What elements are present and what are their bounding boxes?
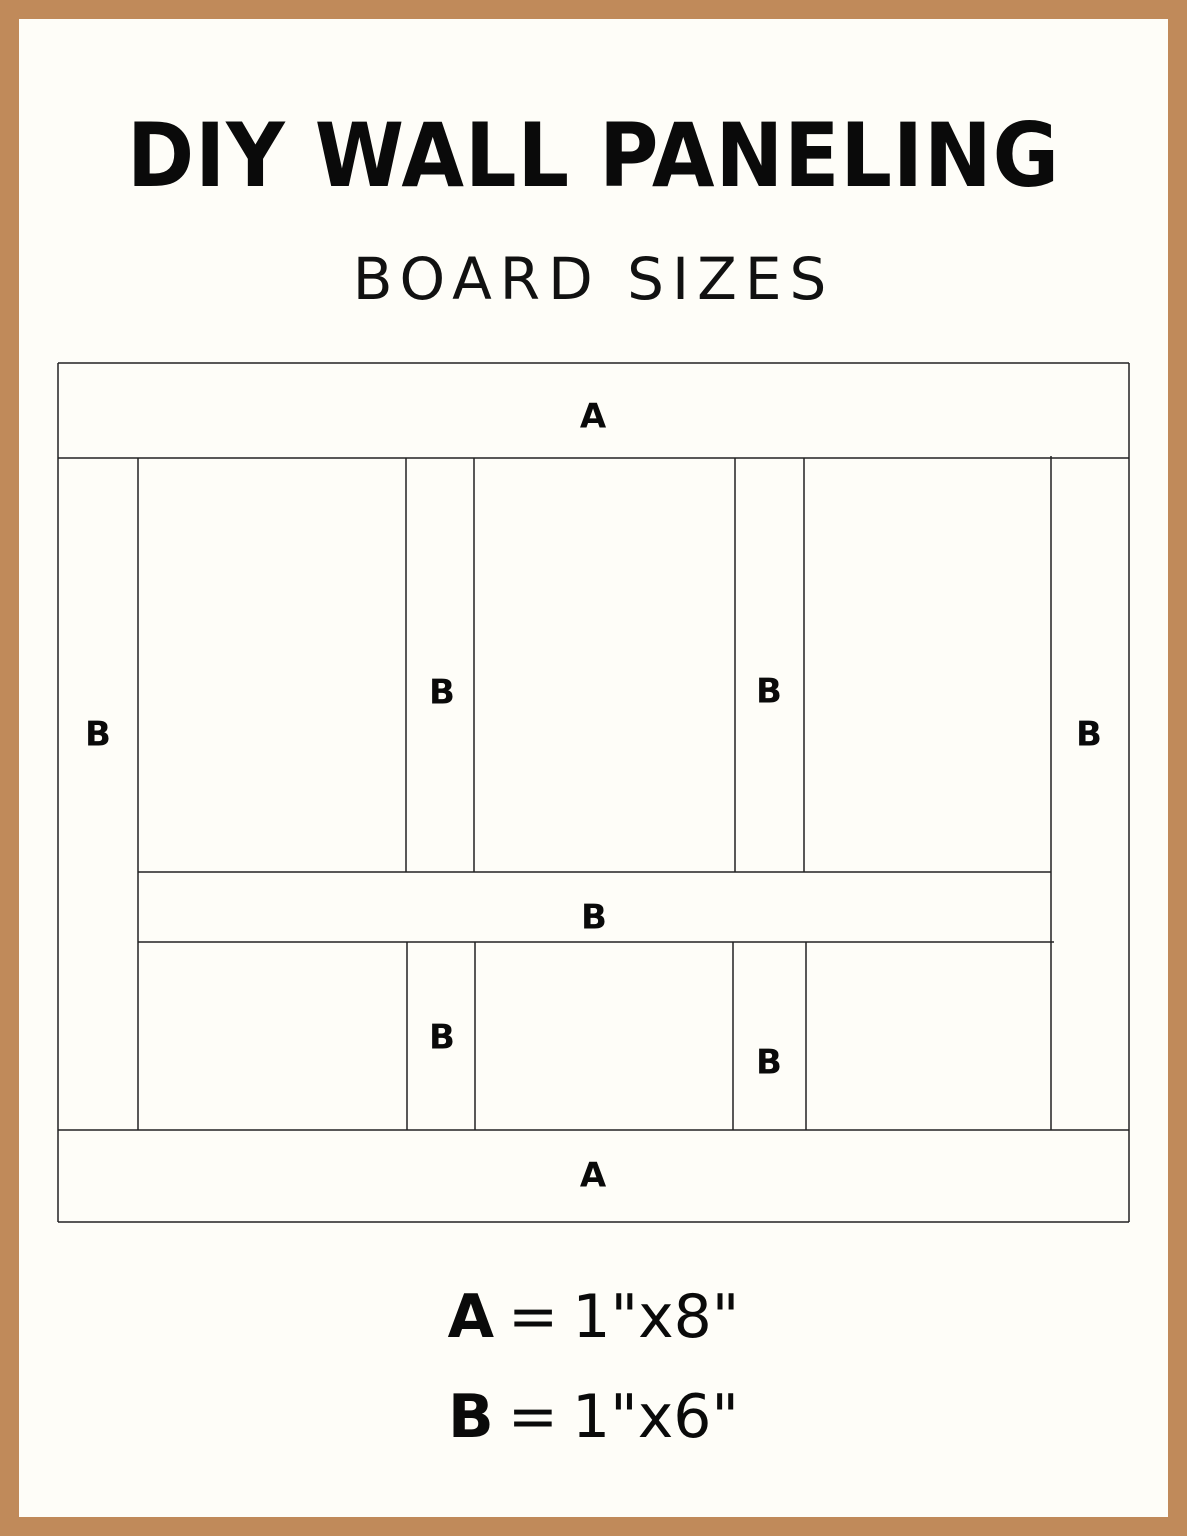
label-lower-stile-right: B: [756, 1042, 782, 1083]
label-upper-stile-left: B: [429, 672, 455, 713]
legend-key: A: [447, 1282, 495, 1352]
legend-row-b: [0, 1382, 1187, 1452]
label-upper-stile-right: B: [756, 671, 782, 712]
legend-key: B: [447, 1382, 494, 1452]
page-subtitle: BOARD SIZES: [352, 245, 835, 313]
label-left-stile: B: [85, 714, 111, 755]
label-bottom-rail: A: [579, 1155, 607, 1196]
legend-size: 1"x6": [571, 1382, 740, 1452]
label-right-stile: B: [1076, 714, 1102, 755]
label-lower-stile-left: B: [429, 1017, 455, 1058]
legend-equals: =: [507, 1382, 558, 1452]
legend-row-a: [0, 1282, 1187, 1352]
label-top-rail: A: [579, 396, 607, 437]
legend-equals: =: [508, 1282, 559, 1352]
page-title: DIY WALL PANELING: [126, 104, 1060, 207]
legend-size: 1"x8": [572, 1282, 740, 1352]
label-middle-rail: B: [581, 897, 607, 938]
